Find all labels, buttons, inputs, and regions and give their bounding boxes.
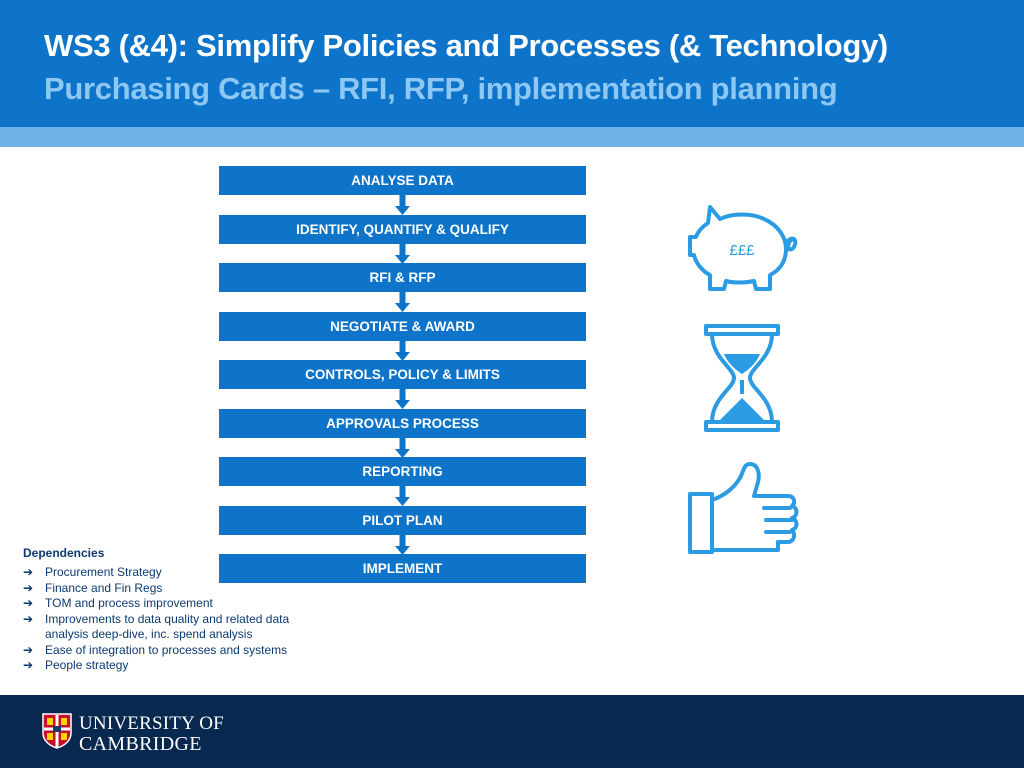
step-approvals-process: APPROVALS PROCESS xyxy=(219,409,586,438)
dependency-item: ➔ Finance and Fin Regs xyxy=(23,580,163,595)
down-arrow-icon xyxy=(394,244,411,264)
arrow-right-icon: ➔ xyxy=(23,642,34,657)
down-arrow-icon xyxy=(394,389,411,409)
arrow-right-icon: ➔ xyxy=(23,565,34,579)
university-logo-line1: UNIVERSITY OF xyxy=(79,713,224,734)
page-subtitle: Purchasing Cards – RFI, RFP, implementation planning xyxy=(44,71,838,106)
down-arrow-icon xyxy=(394,535,411,555)
university-logo-line2: CAMBRIDGE xyxy=(79,733,202,755)
arrow-right-icon: ➔ xyxy=(23,580,34,595)
down-arrow-icon xyxy=(394,292,411,312)
dependencies-section xyxy=(23,546,343,674)
thumbs-up-icon xyxy=(688,460,800,555)
dependency-item: ➔ People strategy xyxy=(23,658,129,672)
header-stripe xyxy=(0,127,1024,147)
dependency-item: ➔ Ease of integration to processes and systems xyxy=(23,642,288,657)
footer-bar xyxy=(0,695,1024,768)
down-arrow-icon xyxy=(394,486,411,506)
step-analyse-data: ANALYSE DATA xyxy=(219,166,586,195)
down-arrow-icon xyxy=(394,341,411,361)
page-title: WS3 (&4): Simplify Policies and Processes (& Technology) xyxy=(44,28,888,63)
university-crest-icon xyxy=(42,713,72,749)
piggy-bank-label: £££ xyxy=(729,242,755,259)
arrow-right-icon: ➔ xyxy=(23,611,34,626)
step-reporting: REPORTING xyxy=(219,457,586,486)
arrow-right-icon: ➔ xyxy=(23,658,34,672)
hourglass-icon xyxy=(704,324,780,432)
dependency-item: ➔ Improvements to data quality and related data analysis deep-dive, inc. spend analysis xyxy=(23,611,290,641)
dependencies-title: Dependencies xyxy=(23,546,105,560)
step-implement: IMPLEMENT xyxy=(219,554,586,583)
dependency-item: ➔ TOM and process improvement xyxy=(23,596,213,610)
down-arrow-icon xyxy=(394,195,411,215)
step-controls-policy-limits: CONTROLS, POLICY & LIMITS xyxy=(219,360,586,389)
down-arrow-icon xyxy=(394,438,411,458)
dependency-item: ➔ Procurement Strategy xyxy=(23,565,162,579)
step-rfi-rfp: RFI & RFP xyxy=(219,263,586,292)
step-negotiate-award: NEGOTIATE & AWARD xyxy=(219,312,586,341)
step-pilot-plan: PILOT PLAN xyxy=(219,506,586,535)
arrow-right-icon: ➔ xyxy=(23,596,34,610)
piggy-bank-icon xyxy=(688,205,800,293)
step-identify-quantify-qualify: IDENTIFY, QUANTIFY & QUALIFY xyxy=(219,215,586,244)
header-banner xyxy=(0,0,1024,127)
